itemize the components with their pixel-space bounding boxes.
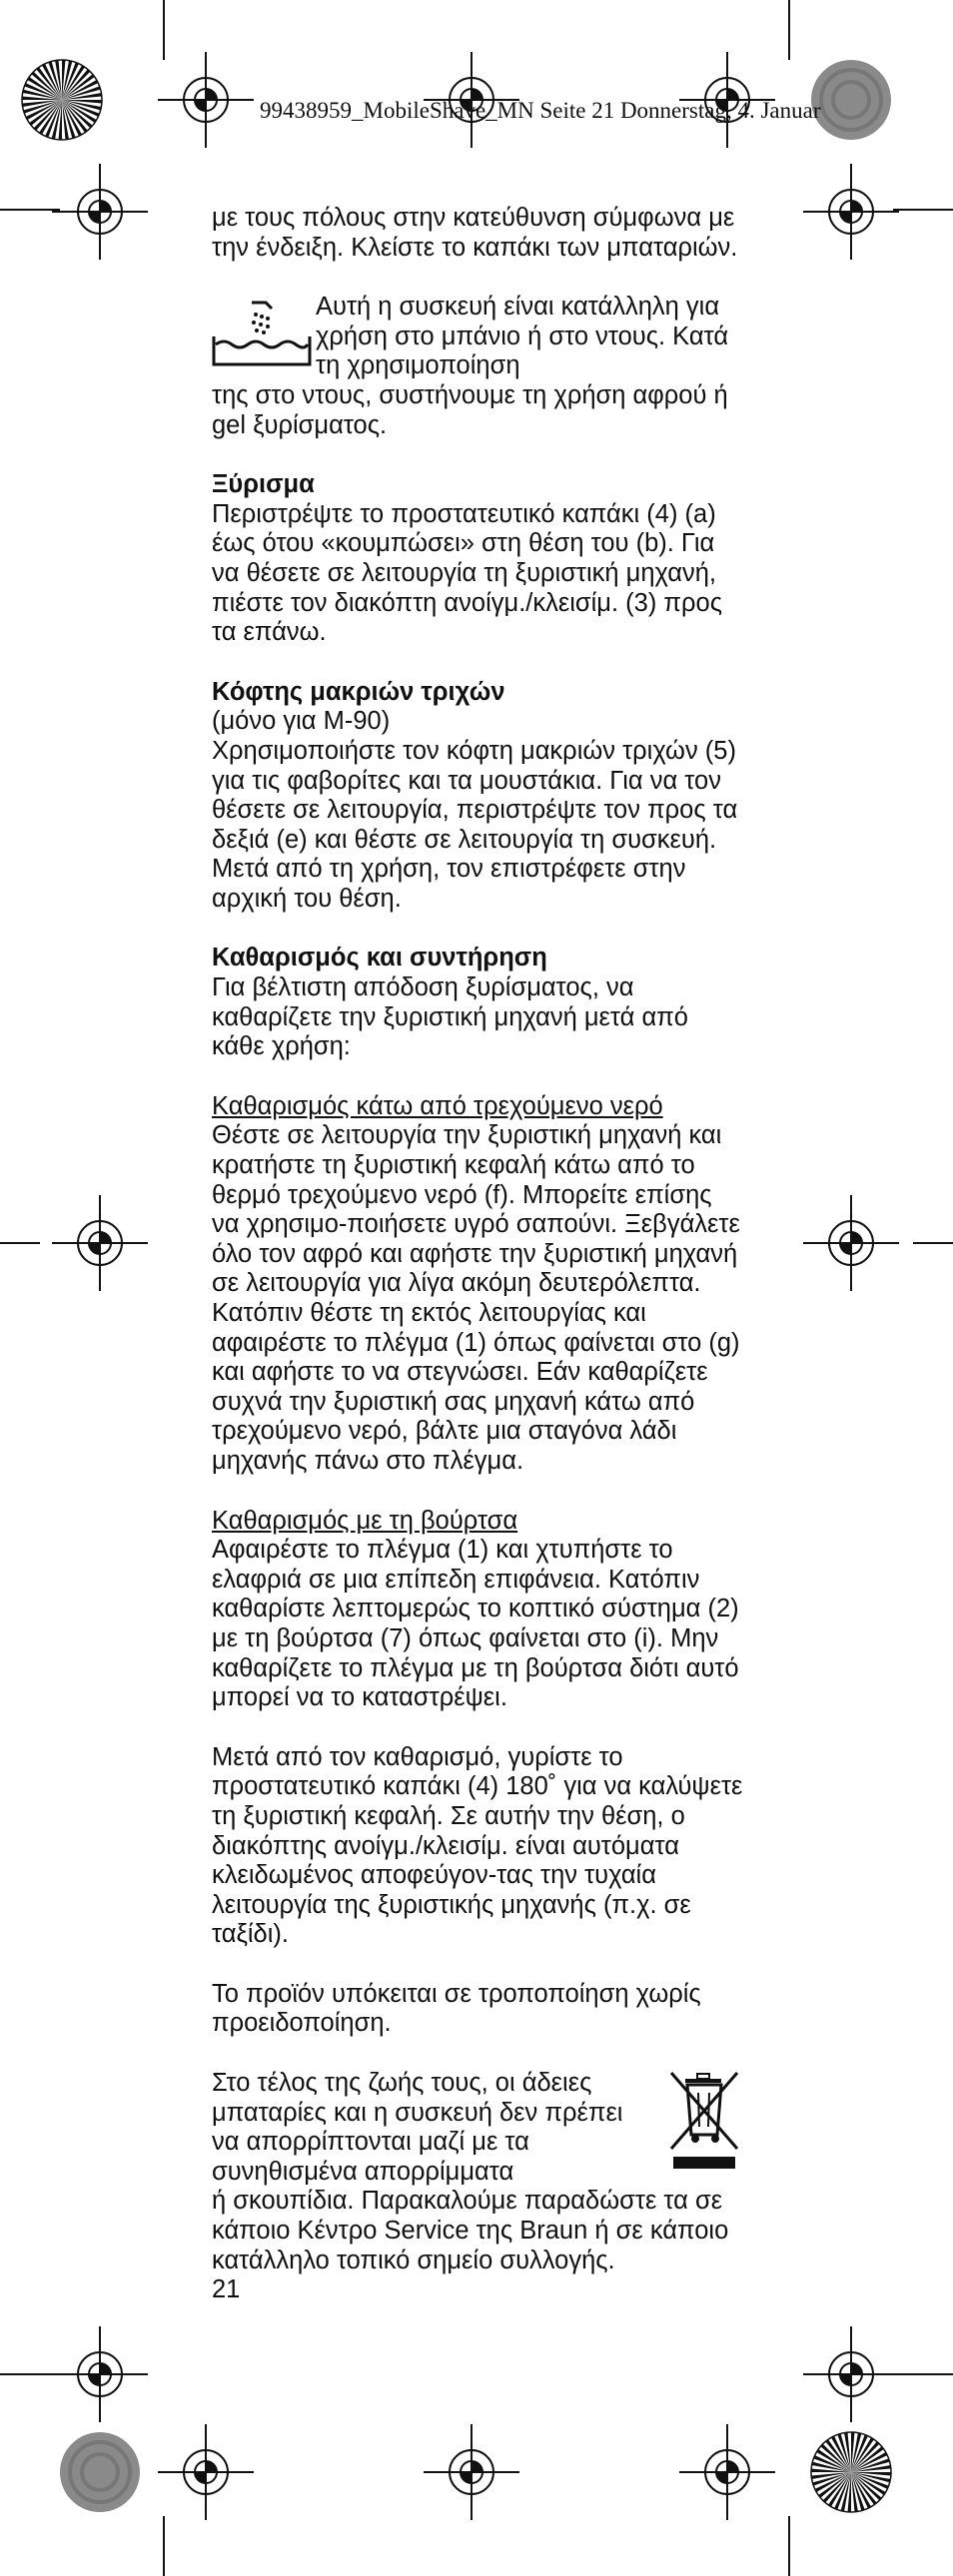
- registration-target-icon: [52, 1195, 148, 1291]
- brush-body: Αφαιρέστε το πλέγμα (1) και χτυπήστε το ελαφριά σε μια επίπεδη επιφάνεια. Κατόπιν καθαρίστε λεπτομερώς το κοπτικό σύστημα (2) με τη βούρτσα (7) όπως φαίνεται στο (i). Μην καθαρίζετε το πλέγμα με τη βούρτσα διότι αυτό μπορεί να το καταστρέψει.: [212, 1536, 739, 1712]
- running-water-body: Θέστε σε λειτουργία την ξυριστική μηχανή και κρατήστε τη ξυριστική κεφαλή κάτω από το θερμό τρεχούμενο νερό (f). Μπορείτε επίσης να χρησιμο-ποιήσετε υγρό σαπούνι. Ξεβγάλετε όλο τον αφρό και αφήστε την ξυριστική μηχανή σε λειτουργία για λίγα ακόμη δευτερόλεπτα. Κατόπιν θέστε τη εκτός λειτουργίας και αφαιρέστε το πλέγμα (1) όπως φαίνεται στο (g) και αφήστε το να στεγνώσει. Εάν καθαρίζετε συχνά την ξυριστική σας μηχανή κάτω από τρεχούμενο νερό, βάλτε μια σταγόνα λάδι μηχανής πάνω στο πλέγμα.: [212, 1121, 740, 1475]
- registration-target-icon: [52, 164, 148, 260]
- shower-bath-icon: [212, 299, 312, 368]
- disposal-text: Στο τέλος της ζωής τους, οι άδειες μπαταρίες και η συσκευή δεν πρέπει να απορρίπτονται μαζί με τα συνηθισμένα απορρίμματα: [212, 2069, 623, 2186]
- disposal-note: [212, 2069, 743, 2275]
- page-number: 21: [212, 2275, 241, 2304]
- star-target-icon: [22, 60, 102, 140]
- registration-target-icon: [803, 164, 899, 260]
- registration-target-icon: [803, 2326, 899, 2422]
- disposal-text-cont: ή σκουπίδια. Παρακαλούμε παραδώστε τα σε κάποιο Κέντρο Service της Braun ή σε κάποιο κατάλληλο τοπικό σημείο συλλογής.: [212, 2187, 729, 2274]
- registration-target-icon: [679, 2424, 775, 2520]
- shower-note-text: Αυτή η συσκευή είναι κατάλληλη για χρήση στο μπάνιο ή στο ντους. Κατά τη χρησιμοποίηση: [316, 293, 729, 380]
- crossed-out-wheelie-bin-icon: [665, 2069, 743, 2173]
- shaving-body: Περιστρέψτε το προστατευτικό καπάκι (4) (a) έως ότου «κουμπώσει» στη θέση του (b). Για να θέσετε σε λειτουργία τη ξυριστική μηχανή, πιέστε τον διακόπτη ανοίγμ./κλεισίμ. (3) προς τα επάνω.: [212, 499, 722, 647]
- registration-target-icon: [158, 52, 254, 148]
- shower-note: [212, 293, 743, 440]
- shower-note-text-cont: της στο ντους, συστήνουμε τη χρήση αφρού ή gel ξυρίσματος.: [212, 380, 728, 439]
- intro-paragraph: με τους πόλους στην κατεύθυνση σύμφωνα με την ένδειξη. Κλείστε το καπάκι των μπαταριών.: [212, 204, 738, 262]
- section-title-brush: Καθαρισμός με τη βούρτσα: [212, 1506, 518, 1535]
- registration-target-icon: [803, 1195, 899, 1291]
- after-cleaning-paragraph: Μετά από τον καθαρισμό, γυρίστε το προστατευτικό καπάκι (4) 180˚ για να καλύψετε τη ξυριστική κεφαλή. Σε αυτήν την θέση, ο διακόπτης ανοίγμ./κλεισίμ. είναι αυτόματα κλειδωμένος αποφεύγον-τας την τυχαία λειτουργία της ξυριστικής μηχανής (π.χ. σε ταξίδι).: [212, 1742, 743, 1949]
- document-body: [212, 204, 743, 2305]
- trimmer-subtitle: (μόνο για M-90): [212, 707, 391, 736]
- registration-target-icon: [158, 2424, 254, 2520]
- registration-target-icon: [424, 2424, 519, 2520]
- print-header: 99438959_MobileShave_MN Seite 21 Donnerstag, 4. Januar: [260, 98, 821, 123]
- registration-target-icon: [52, 2326, 148, 2422]
- section-title-shaving: Ξύρισμα: [212, 470, 315, 499]
- section-title-trimmer: Κόφτης μακριών τριχών: [212, 677, 505, 706]
- star-target-icon: [811, 2432, 891, 2512]
- grey-disc-icon: [60, 2432, 140, 2512]
- trimmer-body: Χρησιμοποιήστε τον κόφτη μακριών τριχών (5) για τις φαβορίτες και τα μουστάκια. Για να τον θέσετε σε λειτουργία, περιστρέψτε τον προς τα δεξιά (e) και θέστε σε λειτουργία τη συσκευή. Μετά από τη χρήση, τον επιστρέφετε στην αρχική του θέση.: [212, 736, 738, 913]
- section-title-running-water: Καθαρισμός κάτω από τρεχούμενο νερό: [212, 1091, 663, 1120]
- notice-paragraph: Το προϊόν υπόκειται σε τροποποίηση χωρίς προειδοποίηση.: [212, 1979, 701, 2038]
- section-title-cleaning: Καθαρισμός και συντήρηση: [212, 944, 547, 972]
- cleaning-body: Για βέλτιστη απόδοση ξυρίσματος, να καθαρίζετε την ξυριστική μηχανή μετά από κάθε χρήση:: [212, 973, 688, 1061]
